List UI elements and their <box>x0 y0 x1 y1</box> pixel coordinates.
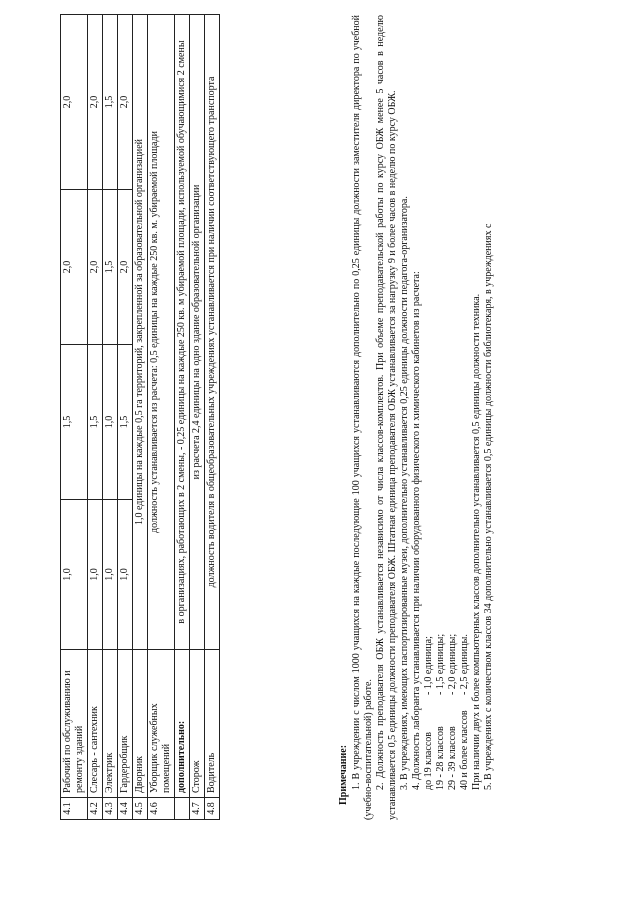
row-number: 4.2 <box>88 798 103 820</box>
grid-key: 40 и более классов <box>459 710 470 790</box>
notes-section <box>338 15 495 820</box>
staffing-rule: из расчета 2,4 единицы на одно здание образовательной организации <box>190 15 205 650</box>
grid-key: 29 - 39 классов <box>447 726 458 790</box>
grid-value: - 1,0 единица; <box>423 636 434 695</box>
position-name: Сторож <box>190 650 205 798</box>
position-name: Электрик <box>103 650 118 798</box>
staffing-value: 1,0 <box>118 500 133 650</box>
table-row <box>118 15 133 820</box>
staffing-value: 1,0 <box>61 500 88 650</box>
row-number: 4.7 <box>190 798 205 820</box>
staffing-rule: должность устанавливается из расчета: 0,5 единицы на каждые 250 кв. м. убираемой площади <box>148 15 175 650</box>
staffing-value: 1,0 <box>103 345 118 500</box>
grid-row <box>435 15 447 790</box>
note-4: 4. Должность лаборанта устанавливается при наличии оборудованного физического и химического кабинетов из расчета: <box>411 271 422 790</box>
grid-row <box>423 15 435 790</box>
grid-row <box>459 15 471 790</box>
row-number: 4.6 <box>148 798 175 820</box>
position-name: Дворник <box>133 650 148 798</box>
staffing-value: 2,0 <box>61 15 88 190</box>
table-row <box>205 15 220 820</box>
position-name: Водитель <box>205 650 220 798</box>
staff-table <box>60 14 220 820</box>
row-number: 4.5 <box>133 798 148 820</box>
staffing-value: 2,0 <box>118 15 133 190</box>
table-row <box>148 15 175 820</box>
row-number: 4.3 <box>103 798 118 820</box>
note-4b: При наличии двух и более компьютерных классов дополнительно устанавливается 0,5 единицы должности техника. <box>471 293 482 790</box>
grid-value: - 2,5 единицы. <box>459 634 470 695</box>
staffing-value: 2,0 <box>88 190 103 345</box>
position-name: Гардеробщик <box>118 650 133 798</box>
row-number: 4.1 <box>61 798 88 820</box>
staffing-value: 2,0 <box>118 190 133 345</box>
notes-title: Примечание: <box>338 744 349 805</box>
staffing-value: 1,5 <box>103 15 118 190</box>
staffing-value: 2,0 <box>88 15 103 190</box>
grid-key: 19 - 28 классов <box>435 726 446 790</box>
table-row <box>103 15 118 820</box>
table-row <box>88 15 103 820</box>
table-row <box>175 15 190 820</box>
grid-value: - 1,5 единицы; <box>435 633 446 695</box>
position-name: Рабочий по обслуживанию и ремонту зданий <box>61 650 88 798</box>
row-number: 4.4 <box>118 798 133 820</box>
position-name: Уборщик служебных помещений <box>148 650 175 798</box>
position-name: Слесарь - сантехник <box>88 650 103 798</box>
table-row <box>133 15 148 820</box>
staffing-rule: должность водителя в общеобразовательных учреждениях устанавливается при наличии соответствующего транспорта <box>205 15 220 650</box>
grid-key: до 19 классов <box>423 732 434 790</box>
lab-grid <box>423 15 471 790</box>
staffing-value: 1,0 <box>103 500 118 650</box>
row-number <box>175 798 190 820</box>
staffing-value: 1,5 <box>88 345 103 500</box>
staffing-value: 1,5 <box>103 190 118 345</box>
row-number: 4.8 <box>205 798 220 820</box>
grid-row <box>447 15 459 790</box>
staffing-value: 2,0 <box>61 190 88 345</box>
table-row <box>190 15 205 820</box>
staffing-value: 1,0 <box>88 500 103 650</box>
grid-value: - 2,0 единицы; <box>447 633 458 695</box>
note-2: 2. Должность преподавателя ОБЖ устанавливается независимо от числа классов-комплектов. При объеме преподавательской работы по курсу ОБЖ менее 5 часов в неделю устанавливается 0,5 единицы должности преподавателя ОБЖ. Штатная единица преподавателя ОБЖ устанавливается за нагрузку 9 и более часов в неделю по курсу ОБЖ. <box>375 15 398 820</box>
staffing-rule: в организациях, работающих в 2 смены, - 0,25 единицы на каждые 250 кв. м убираемой площади, используемой обучающимися 2 смены <box>175 15 190 650</box>
note-1: 1. В учреждении с числом 1000 учащихся на каждые последующие 100 учащихся устанавливаются дополнительно по 0,25 единицы должности заместителя директора по учебной (учебно-воспитательной) работе. <box>351 15 374 820</box>
staffing-value: 1,5 <box>61 345 88 500</box>
staffing-value: 1,5 <box>118 345 133 500</box>
staffing-rule: 1,0 единицы на каждые 0,5 га территорий, закрепленной за образовательной организацией <box>133 15 148 650</box>
table-row <box>61 15 88 820</box>
note-3: 3. В учреждениях, имеющих паспортизированные музеи, дополнительно устанавливается 0,25 единицы должности педагога-организатора. <box>399 196 410 790</box>
note-5: 5. В учреждениях с количеством классов 34 дополнительно устанавливается 0,5 единицы должности библиотекаря, в учреждениях с <box>483 223 494 790</box>
position-name: дополнительно: <box>175 650 190 798</box>
